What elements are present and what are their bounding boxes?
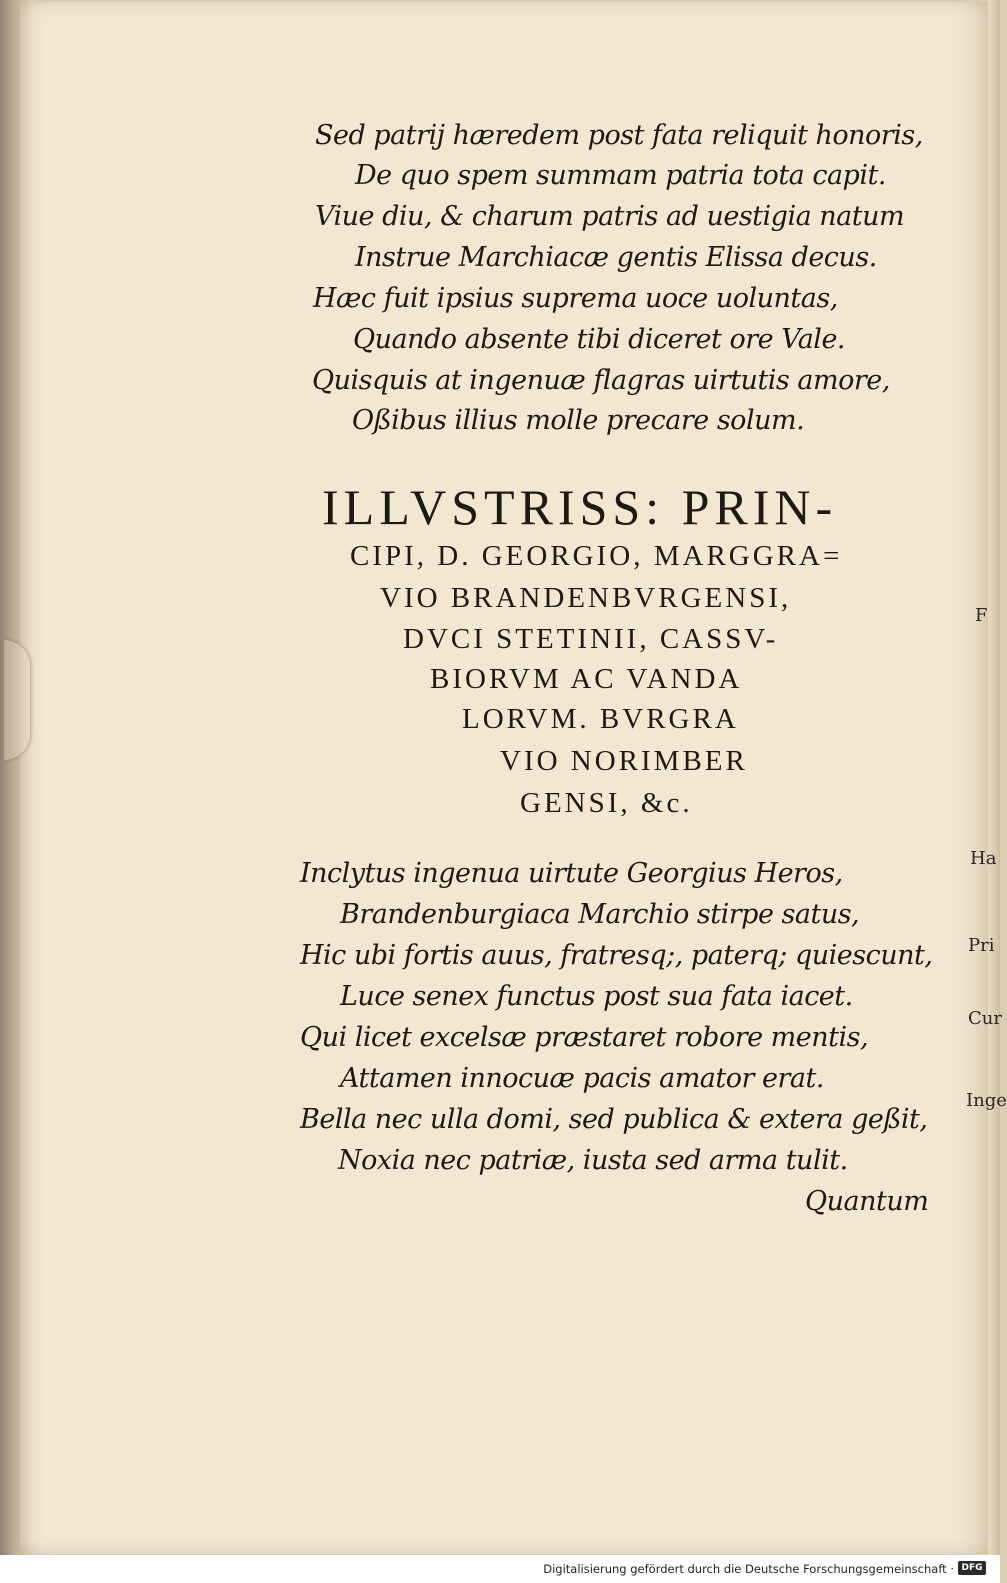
book-clasp: [4, 640, 30, 760]
verse1-line-2: De quo spem summam patria tota capit.: [355, 160, 886, 191]
verse2-line-2: Brandenburgiaca Marchio stirpe satus,: [340, 899, 860, 930]
verse2-line-3: Hic ubi fortis auus, fratresq;, paterq; quiescunt,: [300, 940, 933, 971]
dfg-logo: DFG: [958, 1561, 986, 1575]
catchword: Quantum: [805, 1186, 929, 1217]
heading-line-5: BIORVM AC VANDA: [430, 663, 743, 695]
margin-note-3: Pri: [968, 935, 995, 956]
heading-line-8: GENSI, &c.: [520, 787, 693, 819]
verse2-line-7: Bella nec ulla domi, sed publica & extera geßit,: [300, 1104, 928, 1135]
margin-note-2: Ha: [970, 848, 997, 869]
margin-note-1: F: [975, 605, 988, 626]
footer-credit: Digitalisierung gefördert durch die Deutsche Forschungsgemeinschaft ·: [543, 1562, 954, 1576]
verse1-line-8: Oßibus illius molle precare solum.: [352, 405, 805, 436]
margin-note-4: Cur: [968, 1008, 1002, 1029]
heading-line-6: LORVM. BVRGRA: [462, 703, 739, 735]
heading-line-1: ILLVSTRISS: PRIN-: [322, 479, 838, 535]
margin-note-5: Inge: [966, 1090, 1007, 1111]
verse1-line-1: Sed patrij hæredem post fata reliquit honoris,: [315, 120, 923, 151]
verse1-line-5: Hæc fuit ipsius suprema uoce uoluntas,: [313, 283, 838, 314]
heading-line-7: VIO NORIMBER: [500, 745, 748, 777]
verse1-line-7: Quisquis at ingenuæ flagras uirtutis amore,: [312, 365, 890, 396]
verse2-line-6: Attamen innocuæ pacis amator erat.: [340, 1063, 824, 1094]
page-right-edge: [988, 0, 1000, 1555]
heading-line-2: CIPI, D. GEORGIO, MARGGRA=: [350, 540, 843, 572]
book-page: [20, 2, 988, 1554]
verse2-line-5: Qui licet excelsæ præstaret robore mentis,: [300, 1022, 869, 1053]
verse1-line-6: Quando absente tibi diceret ore Vale.: [353, 324, 846, 355]
verse2-line-8: Noxia nec patriæ, iusta sed arma tulit.: [338, 1145, 848, 1176]
verse2-line-1: Inclytus ingenua uirtute Georgius Heros,: [300, 858, 843, 889]
verse1-line-3: Viue diu, & charum patris ad uestigia natum: [315, 201, 905, 232]
verse1-line-4: Instrue Marchiacæ gentis Elissa decus.: [355, 242, 877, 273]
verse2-line-4: Luce senex functus post sua fata iacet.: [340, 981, 853, 1012]
heading-line-3: VIO BRANDENBVRGENSI,: [380, 582, 792, 614]
heading-line-4: DVCI STETINII, CASSV-: [403, 623, 779, 655]
